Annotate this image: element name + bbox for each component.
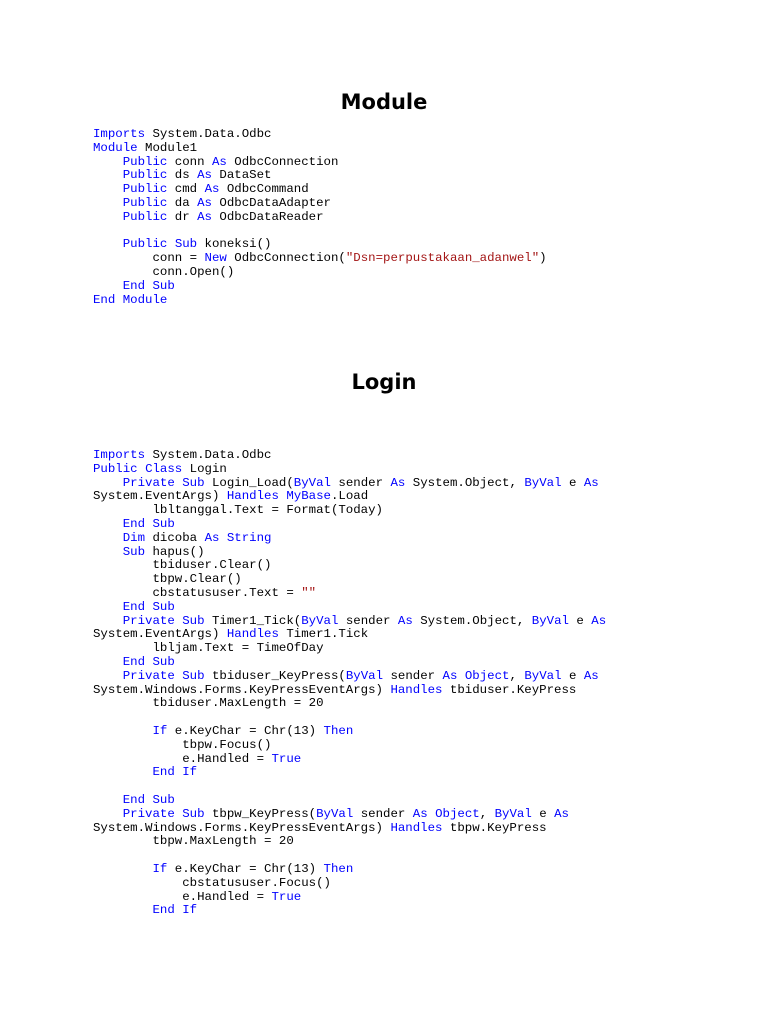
code-text: OdbcDataAdapter — [212, 195, 331, 210]
code-keyword: If — [152, 723, 168, 738]
code-keyword: Module — [122, 292, 168, 307]
code-keyword: Public — [122, 182, 168, 197]
code-text — [145, 655, 152, 669]
code-keyword: Module — [93, 140, 138, 155]
code-text: , — [479, 806, 495, 821]
code-keyword: String — [226, 530, 272, 545]
code-keyword: Public — [122, 209, 168, 224]
code-line — [93, 684, 606, 698]
code-keyword: Public — [93, 461, 138, 476]
code-block-login — [93, 449, 606, 918]
code-text: e — [561, 668, 584, 683]
code-line — [93, 266, 547, 280]
code-text — [93, 724, 153, 738]
code-keyword: As — [442, 668, 458, 683]
code-text: conn — [167, 154, 212, 169]
code-keyword: True — [271, 889, 302, 904]
code-line — [93, 169, 547, 183]
code-keyword: ByVal — [531, 613, 569, 628]
code-keyword: Then — [323, 723, 354, 738]
code-keyword: Sub — [182, 668, 205, 683]
code-line — [93, 822, 606, 836]
code-line — [93, 197, 547, 211]
code-text: System.Data.Odbc — [145, 127, 272, 141]
code-line — [93, 753, 606, 767]
code-keyword: Imports — [93, 127, 146, 141]
code-keyword: ByVal — [301, 613, 339, 628]
code-line — [93, 642, 606, 656]
code-keyword: If — [152, 861, 168, 876]
code-keyword: As — [204, 530, 220, 545]
code-text — [93, 765, 153, 779]
code-keyword: End — [122, 654, 146, 669]
code-text: tbpw.Clear() — [93, 572, 242, 587]
code-line — [93, 128, 547, 142]
code-text — [93, 862, 153, 876]
code-line — [93, 601, 606, 615]
code-text: Timer1.Tick — [278, 627, 369, 642]
code-text: ds — [167, 168, 198, 183]
code-keyword: If — [182, 903, 198, 918]
code-text: e.Handled = — [93, 889, 272, 904]
code-keyword: Private — [122, 806, 175, 821]
code-text: , — [509, 668, 525, 683]
code-text: e.KeyChar = Chr(13) — [167, 723, 324, 738]
code-text: DataSet — [212, 168, 272, 183]
code-line — [93, 280, 547, 294]
code-line — [93, 449, 606, 463]
code-keyword: End — [122, 278, 146, 293]
code-text: conn.Open() — [93, 264, 235, 279]
code-keyword: New — [204, 251, 227, 266]
code-keyword: As — [583, 668, 599, 683]
code-line — [93, 849, 606, 863]
code-line — [93, 863, 606, 877]
code-keyword: ByVal — [524, 668, 562, 683]
code-keyword: Sub — [122, 544, 146, 559]
code-text — [93, 545, 123, 559]
code-keyword: Object — [464, 668, 510, 683]
code-text — [93, 655, 123, 669]
code-text: lbljam.Text = TimeOfDay — [93, 641, 324, 656]
code-keyword: Handles — [390, 820, 443, 835]
code-keyword: Imports — [93, 448, 146, 462]
code-line — [93, 628, 606, 642]
code-text — [115, 293, 122, 307]
code-keyword: Public — [122, 168, 168, 183]
code-line — [93, 225, 547, 239]
code-line — [93, 518, 606, 532]
code-keyword: ByVal — [293, 475, 331, 490]
code-text: da — [167, 195, 198, 210]
code-text: cbstatususer.Focus() — [93, 875, 331, 890]
code-text: Login — [182, 461, 227, 476]
code-string: "Dsn=perpustakaan_adanwel" — [345, 251, 540, 266]
code-line — [93, 490, 606, 504]
code-keyword: ByVal — [494, 806, 532, 821]
code-keyword: Public — [122, 154, 168, 169]
code-text — [93, 614, 123, 628]
code-line — [93, 656, 606, 670]
code-text: .Load — [330, 489, 369, 504]
code-line — [93, 156, 547, 170]
code-line — [93, 546, 606, 560]
code-keyword: Sub — [152, 278, 175, 293]
code-keyword: If — [182, 765, 198, 780]
code-text — [145, 517, 152, 531]
code-text — [93, 793, 123, 807]
code-text: OdbcCommand — [219, 182, 309, 197]
code-text: e.KeyChar = Chr(13) — [167, 861, 324, 876]
code-text: lbltanggal.Text = Format(Today) — [93, 503, 383, 518]
code-line — [93, 877, 606, 891]
code-text: dr — [167, 209, 198, 224]
code-text: tbiduser_KeyPress( — [204, 668, 346, 683]
code-text — [219, 531, 226, 545]
code-keyword: As — [197, 209, 212, 224]
code-line — [93, 477, 606, 491]
code-text: cmd — [167, 182, 205, 197]
code-text: tbiduser.MaxLength = 20 — [93, 696, 324, 711]
code-line — [93, 142, 547, 156]
code-text: OdbcDataReader — [212, 209, 324, 224]
code-text: Timer1_Tick( — [204, 613, 302, 628]
section-title-login: Login — [351, 370, 417, 394]
code-text — [145, 793, 152, 807]
code-text: Module1 — [137, 140, 198, 155]
code-text — [93, 476, 123, 490]
code-keyword: Sub — [182, 806, 205, 821]
code-line — [93, 615, 606, 629]
code-text: dicoba — [145, 530, 205, 545]
code-text — [167, 237, 174, 251]
code-line — [93, 573, 606, 587]
code-keyword: Sub — [152, 516, 175, 531]
code-text: OdbcConnection — [226, 154, 339, 169]
code-text — [138, 462, 145, 476]
code-keyword: Private — [122, 613, 175, 628]
code-keyword: As — [197, 168, 212, 183]
code-keyword: Then — [323, 861, 354, 876]
code-keyword: As — [554, 806, 569, 821]
code-line — [93, 904, 606, 918]
code-keyword: As — [583, 475, 599, 490]
code-text: tbpw.MaxLength = 20 — [93, 834, 294, 849]
code-line — [93, 559, 606, 573]
code-text — [93, 669, 123, 683]
code-line — [93, 294, 547, 308]
code-keyword: Private — [122, 668, 175, 683]
code-keyword: Sub — [182, 475, 205, 490]
code-line — [93, 711, 606, 725]
code-keyword: ByVal — [524, 475, 562, 490]
code-text — [93, 237, 123, 251]
code-text — [93, 903, 153, 917]
code-keyword: Handles — [226, 489, 279, 504]
code-keyword: Handles — [226, 627, 279, 642]
code-text — [93, 600, 123, 614]
code-line — [93, 794, 606, 808]
code-text — [93, 168, 123, 182]
code-text — [93, 279, 123, 293]
code-text: sender — [353, 806, 413, 821]
code-keyword: Dim — [122, 530, 146, 545]
code-keyword: End — [122, 516, 146, 531]
code-keyword: MyBase — [286, 489, 331, 504]
code-text: sender — [383, 668, 443, 683]
code-text: System.Windows.Forms.KeyPressEventArgs) — [93, 682, 391, 697]
code-line — [93, 766, 606, 780]
code-keyword: Sub — [182, 613, 205, 628]
code-line — [93, 670, 606, 684]
code-keyword: Sub — [152, 654, 175, 669]
code-keyword: End — [152, 765, 175, 780]
code-keyword: As — [197, 195, 212, 210]
code-keyword: Sub — [152, 599, 175, 614]
code-line — [93, 504, 606, 518]
code-text: System.Object, — [405, 475, 525, 490]
code-keyword: End — [122, 599, 146, 614]
code-text: conn = — [93, 251, 205, 266]
code-line — [93, 463, 606, 477]
code-keyword: End — [122, 792, 146, 807]
code-keyword: As — [204, 182, 220, 197]
code-keyword: End — [93, 292, 116, 307]
code-text: tbpw.Focus() — [93, 737, 272, 752]
code-keyword: Object — [435, 806, 480, 821]
code-string: "" — [301, 585, 317, 600]
code-text: System.EventArgs) — [93, 627, 227, 642]
code-text: e — [531, 806, 555, 821]
code-keyword: As — [390, 475, 406, 490]
code-text: System.Windows.Forms.KeyPressEventArgs) — [93, 820, 391, 835]
code-keyword: Public — [122, 237, 168, 252]
code-keyword: Sub — [174, 237, 198, 252]
code-text: sender — [338, 613, 398, 628]
code-line — [93, 211, 547, 225]
code-text: sender — [330, 475, 391, 490]
code-keyword: As — [212, 154, 227, 169]
code-text: Login_Load( — [204, 475, 294, 490]
code-text: ) — [539, 251, 547, 266]
code-keyword: As — [397, 613, 413, 628]
section-title-module: Module — [340, 90, 428, 114]
code-text: tbpw.KeyPress — [442, 820, 547, 835]
code-text — [457, 669, 464, 683]
code-keyword: Private — [122, 475, 175, 490]
code-text — [93, 531, 123, 545]
code-text: System.Data.Odbc — [145, 448, 272, 462]
code-keyword: ByVal — [316, 806, 354, 821]
code-keyword: True — [271, 751, 302, 766]
code-text: cbstatususer.Text = — [93, 585, 302, 600]
code-line — [93, 238, 547, 252]
code-text — [93, 517, 123, 531]
code-line — [93, 725, 606, 739]
code-line — [93, 532, 606, 546]
code-line — [93, 183, 547, 197]
code-keyword: Class — [145, 461, 183, 476]
code-text: koneksi() — [197, 237, 272, 252]
code-text: e — [561, 475, 584, 490]
code-keyword: ByVal — [345, 668, 384, 683]
code-line — [93, 739, 606, 753]
code-text: System.Object, — [412, 613, 532, 628]
code-keyword: Handles — [390, 682, 443, 697]
code-text — [93, 210, 123, 224]
code-line — [93, 835, 606, 849]
code-text — [93, 807, 123, 821]
code-text — [145, 279, 152, 293]
code-text: e — [568, 613, 592, 628]
code-text — [93, 196, 123, 210]
code-keyword: End — [152, 903, 175, 918]
code-keyword: Public — [122, 195, 168, 210]
code-keyword: As — [412, 806, 428, 821]
code-text: tbiduser.KeyPress — [442, 682, 577, 697]
code-text: tbpw_KeyPress( — [204, 806, 317, 821]
code-keyword: As — [591, 613, 607, 628]
code-keyword: Sub — [152, 792, 175, 807]
code-line — [93, 808, 606, 822]
code-text: OdbcConnection( — [226, 251, 346, 266]
code-text — [145, 600, 152, 614]
code-line — [93, 780, 606, 794]
code-text: tbiduser.Clear() — [93, 558, 272, 573]
code-text: e.Handled = — [93, 751, 272, 766]
code-text: hapus() — [145, 544, 205, 559]
code-text — [428, 807, 435, 821]
code-line — [93, 252, 547, 266]
code-line — [93, 697, 606, 711]
code-line — [93, 587, 606, 601]
code-text: System.EventArgs) — [93, 489, 227, 504]
code-text — [93, 155, 123, 169]
code-text — [93, 182, 123, 196]
code-line — [93, 891, 606, 905]
code-block-module — [93, 128, 547, 307]
